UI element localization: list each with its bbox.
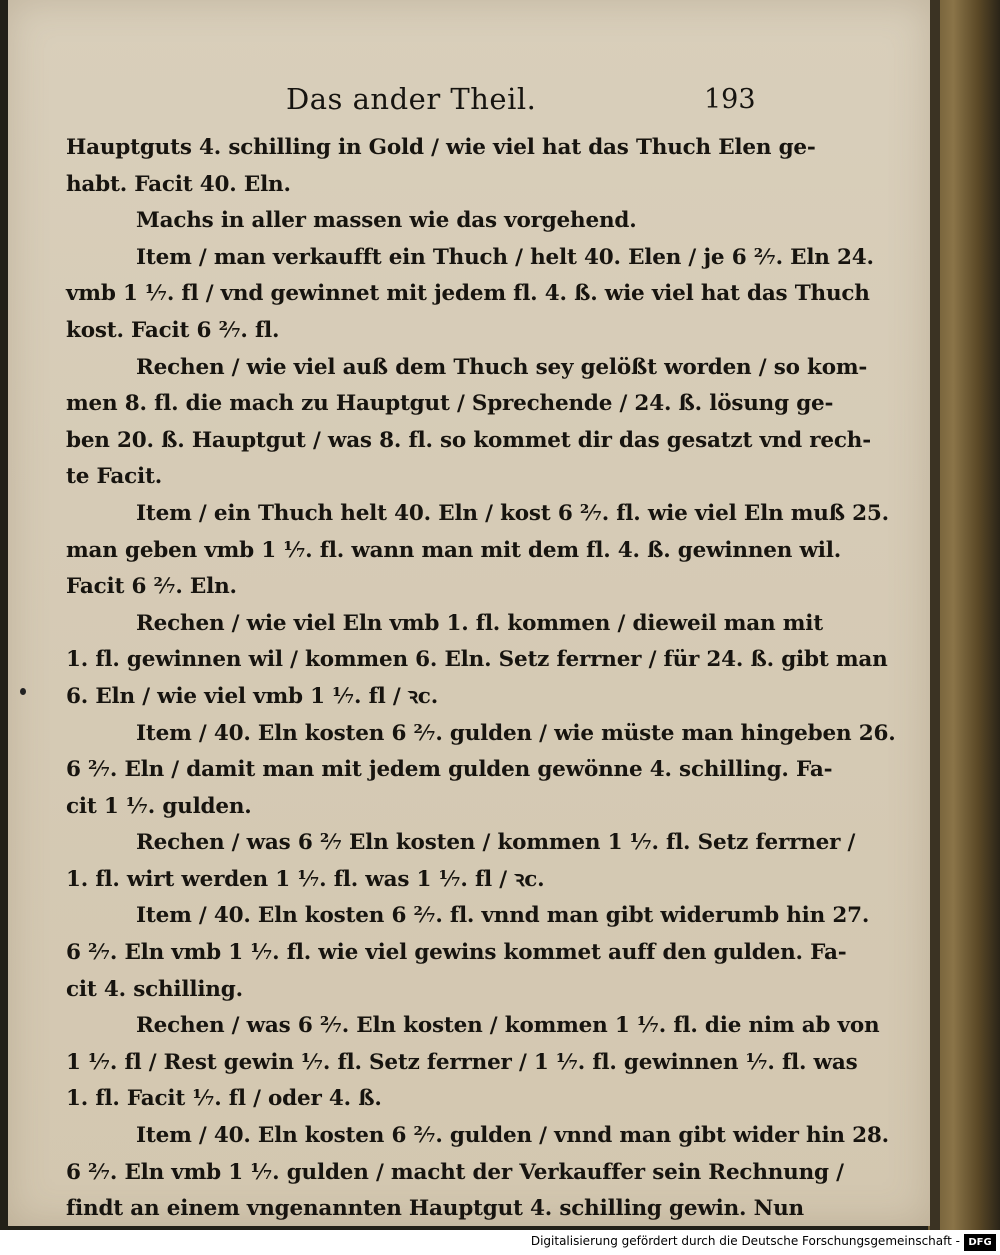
text-line: Item / 40. Eln kosten 6 ²⁄₇. fl. vnnd man gibt widerumb hin 27. (136, 903, 870, 929)
text-line: Rechen / was 6 ²⁄₇ Eln kosten / kommen 1 ¹⁄₇. fl. Setz ferrner / (136, 830, 856, 856)
text-line: 1 ¹⁄₇. fl / Rest gewin ¹⁄₇. fl. Setz ferrner / 1 ¹⁄₇. fl. gewinnen ¹⁄₇. fl. was (66, 1049, 858, 1075)
text-line: Item / ein Thuch helt 40. Eln / kost 6 ²⁄₇. fl. wie viel Eln muß 25. (136, 500, 889, 526)
footer-bar (0, 1230, 1000, 1255)
text-line: 1. fl. Facit ¹⁄₇. fl / oder 4. ß. (66, 1086, 382, 1112)
dfg-logo: DFG (964, 1234, 996, 1251)
text-line: Facit 6 ²⁄₇. Eln. (66, 574, 237, 600)
book-page (8, 0, 930, 1226)
text-line: vmb 1 ¹⁄₇. fl / vnd gewinnet mit jedem fl. 4. ß. wie viel hat das Thuch (66, 281, 870, 307)
text-line: ben 20. ß. Hauptgut / was 8. fl. so kommet dir das gesatzt vnd rech- (66, 427, 871, 453)
text-line: Machs in aller massen wie das vorgehend. (136, 208, 637, 234)
text-line: men 8. fl. die mach zu Hauptgut / Sprechende / 24. ß. lösung ge- (66, 391, 834, 417)
binding-mark (20, 688, 26, 695)
text-line: cit 1 ¹⁄₇. gulden. (66, 793, 252, 819)
text-line: Rechen / was 6 ²⁄₇. Eln kosten / kommen 1 ¹⁄₇. fl. die nim ab von (136, 1013, 880, 1039)
page-shadow (930, 0, 940, 1230)
text-line: findt an einem vngenannten Hauptgut 4. schilling gewin. Nun (66, 1196, 804, 1222)
text-line: man geben vmb 1 ¹⁄₇. fl. wann man mit dem fl. 4. ß. gewinnen wil. (66, 537, 841, 563)
text-line: Item / 40. Eln kosten 6 ²⁄₇. gulden / vnnd man gibt wider hin 28. (136, 1123, 889, 1149)
text-line: Item / man verkaufft ein Thuch / helt 40. Elen / je 6 ²⁄₇. Eln 24. (136, 244, 874, 270)
text-line: cit 4. schilling. (66, 976, 243, 1002)
text-line: Rechen / wie viel Eln vmb 1. fl. kommen / dieweil man mit (136, 610, 823, 636)
text-line: kost. Facit 6 ²⁄₇. fl. (66, 317, 280, 343)
text-line: habt. Facit 40. Eln. (66, 171, 291, 197)
text-line: 1. fl. gewinnen wil / kommen 6. Eln. Setz ferrner / für 24. ß. gibt man (66, 647, 888, 673)
text-line: Rechen / wie viel auß dem Thuch sey gelößt worden / so kom- (136, 354, 868, 380)
page-header (8, 82, 930, 122)
footer-credit: Digitalisierung gefördert durch die Deutsche Forschungsgemeinschaft - (530, 1234, 960, 1248)
text-line: te Facit. (66, 464, 162, 490)
running-title: Das ander Theil. (286, 82, 537, 116)
text-line: Item / 40. Eln kosten 6 ²⁄₇. gulden / wie müste man hingeben 26. (136, 720, 896, 746)
text-line: 6 ²⁄₇. Eln vmb 1 ¹⁄₇. fl. wie viel gewins kommet auff den gulden. Fa- (66, 940, 847, 966)
body-text (66, 130, 896, 1230)
text-line: 6 ²⁄₇. Eln / damit man mit jedem gulden gewönne 4. schilling. Fa- (66, 757, 833, 783)
text-line: 6 ²⁄₇. Eln vmb 1 ¹⁄₇. gulden / macht der Verkauffer sein Rechnung / (66, 1159, 844, 1185)
text-line: Hauptguts 4. schilling in Gold / wie viel hat das Thuch Elen ge- (66, 135, 816, 160)
page-number: 193 (704, 84, 756, 115)
text-line: 6. Eln / wie viel vmb 1 ¹⁄₇. fl / ꝛc. (66, 683, 438, 709)
text-line: 1. fl. wirt werden 1 ¹⁄₇. fl. was 1 ¹⁄₇. fl / ꝛc. (66, 866, 545, 892)
